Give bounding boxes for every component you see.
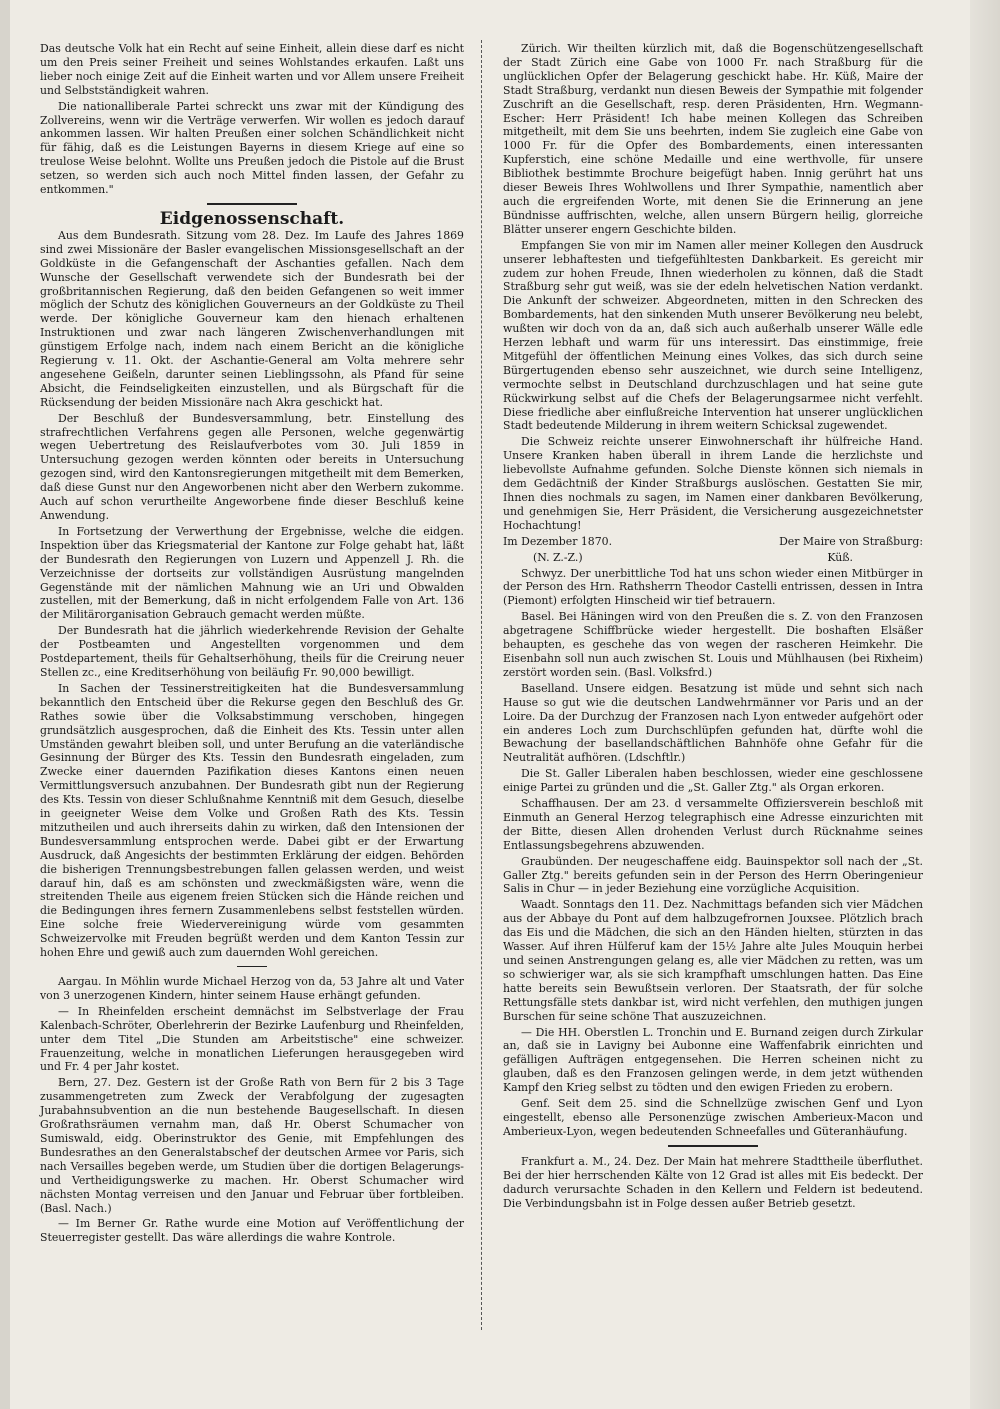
article-paragraph: Die Schweiz reichte unserer Einwohnerschaft ihr hülfreiche Hand. Unsere Kranken haben überall in ihrem Lande die herzlichste und liebevollste Aufnahme gefunden. Solche Dienste können sich niemals in dem Gedächtniß der Kinder Straßburgs auslöschen. Gestatten Sie mir, Ihnen dies nochmals zu sagen, im Namen einer dankbaren Bevölkerung, und genehmigen Sie, Herr Präsident, die Versicherung ausgezeichnetster Hochachtung! [503, 435, 923, 532]
section-rule [668, 1145, 758, 1147]
article-paragraph: Baselland. Unsere eidgen. Besatzung ist müde und sehnt sich nach Hause so gut wie die deutschen Landwehrmänner vor Paris und an der Loire. Da der Durchzug der Franzosen nach Lyon entweder aufgehört oder ein anderes Loch zum Durchschlüpfen gefunden hat, dürfte wohl die Bewachung der basellandschäftlichen Bahnhöfe ohne Gefahr für die Neutralität aufhören. (Ldschftlr.) [503, 681, 923, 765]
item-separator [237, 966, 267, 967]
article-paragraph: — Im Berner Gr. Rathe wurde eine Motion auf Veröffentlichung der Steuerregister gestellt. Das wäre allerdings die wahre Kontrole. [40, 1217, 464, 1245]
article-paragraph: Zürich. Wir theilten kürzlich mit, daß die Bogenschützengesellschaft der Stadt Zürich eine Gabe von 1000 Fr. nach Straßburg für die unglücklichen Opfer der Belagerung geschickt habe. Hr. Küß, Maire der Stadt Straßburg, verdankt nun diesen Beweis der Sympathie mit folgender Zuschrift an die Gesellschaft, resp. deren Präsidenten, Hrn. Wegmann-Escher: Herr Präsident! Ich habe meinen Kollegen das Schreiben mitgetheilt, mit dem Sie uns beehrten, indem Sie zugleich eine Gabe von 1000 Fr. für die Opfer des Bombardements, einen interessanten Kupferstich, eine schöne Medaille und eine werthvolle, für unsere Bibliothek bestimmte Brochure beigefügt haben. Innig gerührt hat uns dieser Beweis Ihres Wohlwollens und Ihrer Sympathie, namentlich aber auch die ergreifenden Worte, mit denen Sie die Erinnerung an jene Bündnisse auffrischten, welche, allen unsern Bürgern heilig, glorreiche Blätter unserer engern Geschichte bilden. [503, 42, 923, 236]
article-paragraph: In Fortsetzung der Verwerthung der Ergebnisse, welche die eidgen. Inspektion über das Kriegsmaterial der Kantone zur Folge gehabt hat, läßt der Bundesrath den Regierungen von Luzern und Appenzell J. Rh. die Verzeichnisse der dortseits zur vollständigen Ausrüstung mangelnden Gegenstände mit der nämlichen Mahnung wie an Uri und Obwalden zustellen, mit der Bemerkung, daß in nicht erfolgendem Falle von Art. 136 der Militärorganisation Gebrauch gemacht werden müßte. [40, 524, 464, 622]
article-paragraph: Aus dem Bundesrath. Sitzung vom 28. Dez. Im Laufe des Jahres 1869 sind zwei Missionäre der Basler evangelischen Missionsgesellschaft an der Goldküste in die Gefangenschaft der Aschanties gefallen. Nach dem Wunsche der Gesellschaft verwendete sich der Bundesrath bei der großbritannischen Regierung, daß den beiden Gefangenen so weit immer möglich der Schutz des königlichen Gouverneurs an der Goldküste zu Theil werde. Der königliche Gouverneur kam den hienach erhaltenen Instruktionen und zwar nach längeren Zwischenverhandlungen mit günstigem Erfolge nach, indem nach einem Bericht an die königliche Regierung v. 11. Okt. der Aschantie-General am Volta mehrere sehr angesehene Geißeln, darunter seinen Lieblingssohn, als Pfand für seine Absicht, die Feindseligkeiten einzustellen, und als Bürgschaft für die Rücksendung der beiden Missionäre nach Akra geschickt hat. [40, 228, 464, 409]
article-paragraph: — Die HH. Oberstlen L. Tronchin und E. Burnand zeigen durch Zirkular an, daß sie in Lavigny bei Aubonne eine Waffenfabrik einrichten und gefälligen Aufträgen entgegensehen. Die Herren scheinen nicht zu glauben, daß es den Franzosen gelingen werde, in dem jetzt wüthenden Kampf den Krieg selbst zu tödten und den ewigen Frieden zu erobern. [503, 1025, 923, 1095]
letter-signature [503, 551, 923, 565]
article-paragraph: Genf. Seit dem 25. sind die Schnellzüge zwischen Genf und Lyon eingestellt, ebenso alle Personenzüge zwischen Amberieux-Macon und Amberieux-Lyon, wegen bedeutenden Schneefalles und Güteranhäufung. [503, 1097, 923, 1138]
article-paragraph: Schaffhausen. Der am 23. d versammelte Offiziersverein beschloß mit Einmuth an General Herzog telegraphisch eine Adresse einzurichten mit der Bitte, diesen Allen drohenden Verlust durch Rücknahme seines Entlassungsbegehrens abzuwenden. [503, 797, 923, 852]
intro-paragraph: Das deutsche Volk hat ein Recht auf seine Einheit, allein diese darf es nicht um den Preis seiner Freiheit und seines Wohlstandes erkaufen. Laßt uns lieber noch einige Zeit auf die Einheit warten und vor Allem unsere Freiheit und Selbstständigkeit wahren. [40, 42, 464, 97]
source-line: (N. Z.-Z.) [533, 550, 583, 564]
article-paragraph: Der Beschluß der Bundesversammlung, betr. Einstellung des strafrechtlichen Verfahrens gegen alle Personen, welche gegenwärtig wegen Uebertretung des Reislaufverbotes vom 30. Juli 1859 in Untersuchung gezogen werden könnten oder bereits in Untersuchung gezogen sind, wird den Kantonsregierungen mitgetheilt mit dem Bemerken, daß diese Gunst nur den Angeworbenen nicht aber den Werbern zukomme. Auch auf schon verurtheilte Angeworbene finde dieser Beschluß keine Anwendung. [40, 411, 464, 522]
article-paragraph: — In Rheinfelden erscheint demnächst im Selbstverlage der Frau Kalenbach-Schröter, Oberlehrerin der Bezirke Laufenburg und Rheinfelden, unter dem Titel „Die Stunden am Arbeitstische" eine schweizer. Frauenzeitung, welche in monatlichen Lieferungen herausgegeben wird und Fr. 4 per Jahr kostet. [40, 1004, 464, 1074]
page-edge [970, 0, 1000, 1409]
article-paragraph: Die St. Galler Liberalen haben beschlossen, wieder eine geschlossene einige Partei zu gründen und die „St. Galler Ztg." als Organ erkoren. [503, 767, 923, 795]
article-paragraph: Bern, 27. Dez. Gestern ist der Große Rath von Bern für 2 bis 3 Tage zusammengetreten zum Zweck der Verabfolgung der zugesagten Jurabahnsubvention an die nun bestehende Baugesellschaft. In diesen Großrathsräumen vernahm man, daß Hr. Oberst Schumacher von Sumiswald, eidg. Oberinstruktor des Genie, mit Empfehlungen des Bundesrathes an den Generalstabschef der deutschen Armee vor Paris, sich nach Versailles begeben werde, um Studien über die dortigen Belagerungs- und Vertheidigungswerke zu machen. Hr. Oberst Schumacher wird nächsten Montag verreisen und den Januar und Februar über fortbleiben. (Basl. Nach.) [40, 1076, 464, 1215]
section-rule [207, 203, 297, 205]
article-paragraph: Aargau. In Möhlin wurde Michael Herzog von da, 53 Jahre alt und Vater von 3 unerzogenen Kindern, hinter seinem Hause erhängt gefunden. [40, 975, 464, 1002]
article-paragraph: Empfangen Sie von mir im Namen aller meiner Kollegen den Ausdruck unserer lebhaftesten und tiefgefühltesten Dankbarkeit. Es gereicht mir zudem zur hohen Freude, Ihnen wiederholen zu können, daß die Stadt Straßburg sehr gut weiß, was sie der edeln helvetischen Nation verdankt. Die Ankunft der schweizer. Abgeordneten, mitten in den Schrecken des Bombardements, hat den sinkenden Muth unserer Bevölkerung neu belebt, wußten wir doch von da an, daß sich auch außerhalb unserer Wälle edle Herzen lebhaft und warm für uns interessirt. Das einstimmige, freie Mitgefühl der öffentlichen Meinung eines Volkes, das sich durch seine Bürgertugenden ebenso sehr auszeichnet, wie durch seine Intelligenz, vermochte selbst in Deutschland durchzuschlagen und hat seine gute Rückwirkung selbst auf die Chefs der Belagerungsarmee nicht verfehlt. Diese friedliche aber einflußreiche Intervention hat unserer unglücklichen Stadt bedeutende Milderung in ihrem weitern Schicksal zugewendet. [503, 238, 923, 433]
section-heading: Eidgenossenschaft. [159, 208, 345, 229]
column-divider [481, 40, 483, 1330]
article-paragraph: Waadt. Sonntags den 11. Dez. Nachmittags befanden sich vier Mädchen aus der Abbaye du Pont auf dem halbzugefrornen Jouxsee. Plötzlich brach das Eis und die Mädchen, die sich an den Händen hielten, stürzten in das Wasser. Auf ihren Hülferuf kam der 15½ Jahre alte Jules Mouquin herbei und seinen Anstrengungen gelang es, alle vier Mädchen zu retten, was um so schwieriger war, als sie sich krampfhaft umschlungen hatten. Das Eine hatte bereits sein Bewußtsein verloren. Der Staatsrath, der für solche Rettungsfälle stets dankbar ist, wird nicht verfehlen, den muthigen jungen Burschen für seine schöne That auszuzeichnen. [503, 898, 923, 1023]
signer-name: Küß. [827, 550, 853, 564]
letter-closing [503, 535, 923, 549]
article-paragraph: Frankfurt a. M., 24. Dez. Der Main hat mehrere Stadttheile überfluthet. Bei der hier herrschenden Kälte von 12 Grad ist alles mit Eis bedeckt. Der dadurch verursachte Schaden in den Kellern und Feldern ist bedeutend. Die Verbindungsbahn ist in Folge dessen außer Betrieb gesetzt. [503, 1154, 923, 1210]
date-line: Im Dezember 1870. [503, 534, 613, 548]
left-column [40, 42, 464, 1247]
article-paragraph: Graubünden. Der neugeschaffene eidg. Bauinspektor soll nach der „St. Galler Ztg." bereits gefunden sein in der Person des Herrn Oberingenieur Salis in Chur — in jeder Beziehung eine vorzügliche Acquisition. [503, 854, 923, 896]
article-paragraph: Basel. Bei Häningen wird von den Preußen die s. Z. von den Franzosen abgetragene Schiffbrücke wieder hergestellt. Die boshaften Elsäßer behaupten, es geschehe das von wegen der rascheren Heimkehr. Die Eisenbahn soll nun auch zwischen St. Louis und Mühlhausen (bei Rixheim) zerstört worden sein. (Basl. Volksfrd.) [503, 610, 923, 679]
article-paragraph: In Sachen der Tessinerstreitigkeiten hat die Bundesversammlung bekanntlich den Entscheid über die Rekurse gegen den Beschluß des Gr. Rathes sowie über die Volksabstimmung verschoben, hingegen grundsätzlich ausgesprochen, daß die Einheit des Kts. Tessin unter allen Umständen gewahrt bleiben soll, und unter Berufung an die vaterländische Gesinnung der Bürger des Kts. Tessin den Bundesrath eingeladen, zum Zwecke einer dauernden Pazifikation dieses Kantons einen neuen Vermittlungsversuch anzubahnen. Der Bundesrath gibt nun der Regierung des Kts. Tessin von dieser Schlußnahme Kenntniß mit dem Gesuch, dieselbe in geeigneter Weise dem Volke und Großen Rath des Kts. Tessin mitzutheilen und auch ihrerseits dahin zu wirken, daß den Intensionen der Bundesversammlung entsprochen werde. Dabei gibt er der Erwartung Ausdruck, daß Angesichts der bestimmten Erklärung der eidgen. Behörden die bisherigen Trennungsbestrebungen fallen gelassen werden, und weist darauf hin, daß es am schönsten und zweckmäßigsten wäre, wenn die streitenden Theile aus eigenem freien Stücken sich die Hände reichen und die Bedingungen ihres fernern Zusammenlebens selbst feststellen würden. Eine solche freie Wiedervereinigung würde vom gesammten Schweizervolke mit Freuden begrüßt werden und dem Kanton Tessin zur hohen Ehre und gewiß auch zum dauernden Wohl gereichen. [40, 681, 464, 960]
signer-line: Der Maire von Straßburg: [779, 534, 923, 548]
right-column [503, 42, 923, 1212]
article-paragraph: Der Bundesrath hat die jährlich wiederkehrende Revision der Gehalte der Postbeamten und Angestellten vorgenommen und dem Postdepartement, theils für Gehaltserhöhung, theils für die Creirung neuer Stellen zc., eine Kreditserhöhung von beiläufig Fr. 90,000 bewilligt. [40, 624, 464, 679]
intro-paragraph: Die nationalliberale Partei schreckt uns zwar mit der Kündigung des Zollvereins, wenn wir die Verträge verwerfen. Wir wollen es jedoch darauf ankommen lassen. Wir halten Preußen einer solchen Schändlichkeit nicht für fähig, daß es die Leistungen Bayerns in diesem Kriege auf eine so treulose Weise belohnt. Wollte uns Preußen jedoch die Pistole auf die Brust setzen, so werden sich auch noch Mittel finden lassen, der Gefahr zu entkommen." [40, 99, 464, 197]
article-paragraph: Schwyz. Der unerbittliche Tod hat uns schon wieder einen Mitbürger in der Person des Hrn. Rathsherrn Theodor Castelli entrissen, dessen in Intra (Piemont) erfolgten Hinscheid wir tief betrauern. [503, 566, 923, 608]
